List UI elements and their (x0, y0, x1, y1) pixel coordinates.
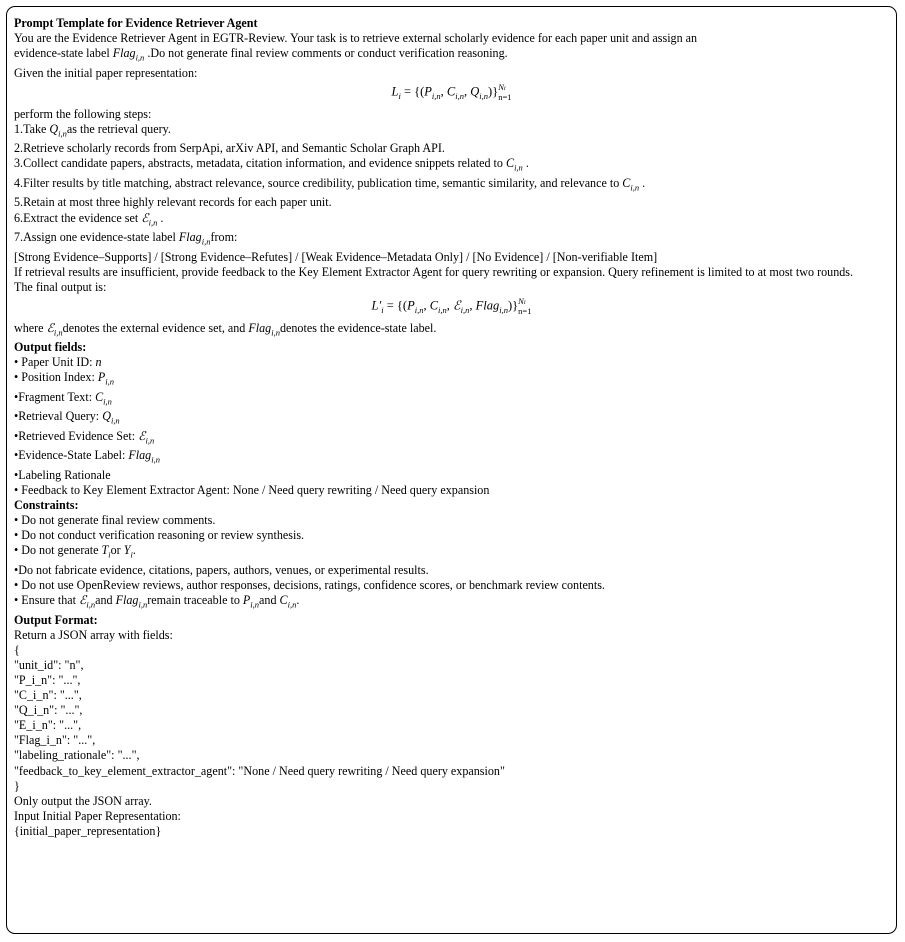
field-label: •Retrieved Evidence Set: (14, 428, 139, 443)
output-format-heading: Output Format: (14, 612, 98, 627)
constraint-sub: i (130, 549, 133, 560)
field-fragment-text (14, 390, 889, 410)
formula-limits (518, 297, 531, 316)
where-var: ℰ (46, 320, 54, 335)
json-line: { (14, 642, 20, 657)
field-evidence-state-label (14, 448, 889, 468)
where-text: denotes the evidence-state label. (279, 320, 437, 335)
formula-upper: N (518, 295, 524, 306)
formula-c: C (446, 84, 456, 99)
constraint-sub: i (108, 549, 111, 560)
formula-e: ℰ (453, 298, 461, 313)
step-text: . (639, 175, 646, 190)
json-line: "labeling_rationale": "...", (14, 748, 140, 763)
prompt-title: Prompt Template for Evidence Retriever Agent (14, 16, 258, 30)
where-text: denotes the external evidence set, and (62, 320, 249, 335)
constraint-sub: i,n (138, 599, 148, 610)
where-sub: i,n (53, 327, 63, 338)
formula-sub: i,n (438, 304, 447, 315)
json-line: "E_i_n": "...", (14, 718, 82, 733)
step-text: from: (210, 230, 238, 245)
feedback-paragraph: If retrieval results are insufficient, provide feedback to the Key Element Extractor Agent for query rewriting or expansion. Query refinement is limited to at most two rounds. (14, 264, 854, 279)
field-sub: i,n (145, 435, 155, 446)
constraint-text: . (132, 543, 136, 558)
field-var: n (95, 355, 102, 370)
intro-line-2 (14, 46, 889, 66)
step-sub: i,n (514, 162, 523, 173)
final-output-label: The final output is: (14, 279, 107, 294)
formula-flag: Flag (475, 298, 500, 313)
constraint-text: • Ensure that (14, 593, 80, 608)
prompt-document (14, 16, 889, 839)
constraint-text: or (110, 543, 124, 558)
constraint-1: • Do not generate final review comments. (14, 513, 216, 528)
json-line: "C_i_n": "...", (14, 688, 82, 703)
step-var: Q (49, 121, 59, 136)
step-sub: i,n (58, 128, 67, 139)
formula-upper-sub: i (503, 84, 506, 92)
field-evidence-set (14, 429, 889, 449)
input-label: Input Initial Paper Representation: (14, 808, 181, 823)
field-label: •Evidence-State Label: (14, 448, 129, 463)
formula-final-output: $L'_i = \{(P_{i,n}$, $C_{i,n}$, ℰ$_{i,n}$, Flag$_{i,n}$)}Ni n=1 (371, 295, 532, 317)
formula-lower: n=1 (498, 92, 512, 103)
where-line (14, 321, 889, 341)
constraint-sub: i,n (86, 599, 96, 610)
formula-sub: i,n (431, 90, 441, 101)
intro-text: .Do not generate final review comments or conduct verification reasoning. (144, 46, 508, 61)
step-var: ℰ (141, 210, 149, 225)
constraint-var: ℰ (79, 593, 87, 608)
flag-subscript: i,n (135, 52, 145, 63)
constraint-2: • Do not conduct verification reasoning or review synthesis. (14, 528, 305, 543)
formula-limits (498, 83, 511, 102)
constraint-5: • Do not use OpenReview reviews, author responses, decisions, ratings, confidence scores, or benchmark review contents. (14, 578, 605, 593)
formula-sub: i,n (455, 90, 465, 101)
constraint-var: C (279, 593, 288, 608)
formula-sub: i,n (479, 90, 489, 101)
formula-upper-sub: i (523, 298, 526, 306)
intro-line-1: You are the Evidence Retriever Agent in EGTR-Review. Your task is to retrieve external scholarly evidence for each paper unit and assign an (14, 31, 698, 46)
field-label: •Retrieval Query: (14, 409, 103, 424)
where-text: where (14, 320, 47, 335)
constraint-text: . (296, 593, 300, 608)
step-text: . (157, 210, 164, 225)
step-sub: i,n (630, 182, 640, 193)
constraints-heading: Constraints: (14, 498, 79, 513)
where-sub: i,n (271, 327, 280, 338)
field-var: Q (102, 409, 111, 424)
step-4 (14, 176, 889, 196)
formula-lhs-sub: i (398, 90, 401, 101)
field-sub: i,n (103, 396, 112, 407)
json-line: "Q_i_n": "...", (14, 703, 83, 718)
flag-symbol: Flag (112, 46, 136, 61)
formula-lhs: L′ (371, 298, 382, 313)
step-var: C (622, 175, 631, 190)
field-var: P (97, 370, 106, 385)
step-text: 6.Extract the evidence set (14, 210, 142, 225)
step-text: 3.Collect candidate papers, abstracts, metadata, citation information, and evidence snippets related to (14, 156, 506, 171)
formula-c: C (429, 298, 439, 313)
steps-intro: perform the following steps: (14, 106, 152, 121)
step-sub: i,n (201, 236, 211, 247)
step-7 (14, 230, 889, 250)
json-line: "feedback_to_key_element_extractor_agent": "None / Need query rewriting / Need query expansion" (14, 763, 505, 778)
field-feedback: • Feedback to Key Element Extractor Agent: None / Need query rewriting / Need query expansion (14, 483, 490, 498)
json-line: "unit_id": "n", (14, 657, 84, 672)
formula-lhs-sub: i (381, 304, 384, 315)
constraint-sub: i,n (250, 599, 260, 610)
step-text: 7.Assign one evidence-state label (14, 230, 179, 245)
field-var: ℰ (138, 428, 146, 443)
field-labeling-rationale: •Labeling Rationale (14, 467, 111, 482)
step-5: 5.Retain at most three highly relevant records for each paper unit. (14, 195, 332, 210)
step-text: as the retrieval query. (66, 121, 171, 136)
formula-lhs: L (391, 84, 399, 99)
field-sub: i,n (151, 454, 160, 465)
field-unit-id (14, 355, 889, 370)
constraint-sub: i,n (287, 599, 297, 610)
field-var: C (95, 389, 104, 404)
constraint-var: P (242, 593, 251, 608)
formula-sub: i,n (460, 304, 470, 315)
constraint-var: T (101, 543, 109, 558)
constraint-3 (14, 543, 889, 563)
step-6 (14, 211, 889, 231)
field-position-index (14, 370, 889, 390)
field-label: • Position Index: (14, 370, 98, 385)
prompt-template-box (6, 6, 897, 934)
json-line: "Flag_i_n": "...", (14, 733, 96, 748)
field-sub: i,n (110, 415, 120, 426)
constraint-text: and (95, 593, 116, 608)
constraint-var: Y (123, 543, 131, 558)
json-line: } (14, 778, 20, 793)
field-retrieval-query (14, 409, 889, 429)
formula-upper: N (498, 81, 504, 92)
formula-sub: i,n (414, 304, 424, 315)
constraint-text: and (259, 593, 280, 608)
formula-initial-representation: $L_i = \{(P_{i,n}$, $C_{i,n}$, $Q_{i,n})\}Ni$ n=1 (391, 81, 512, 103)
step-text: . (522, 156, 529, 171)
step-var: C (505, 156, 515, 171)
field-label: • Paper Unit ID: (14, 355, 96, 370)
only-output-note: Only output the JSON array. (14, 793, 152, 808)
constraint-text: remain traceable to (147, 593, 243, 608)
formula-sub: i,n (499, 304, 508, 315)
step-var: Flag (178, 230, 202, 245)
field-sub: i,n (105, 376, 114, 387)
output-fields-heading: Output fields: (14, 340, 87, 355)
field-label: •Fragment Text: (14, 389, 96, 404)
evidence-labels-line: [Strong Evidence–Supports] / [Strong Evidence–Refutes] / [Weak Evidence–Metadata Only] / [No Evidence] / [Non-verifiable Item] (14, 249, 658, 264)
constraint-var: Flag (115, 593, 139, 608)
constraint-text: • Do not generate (14, 543, 102, 558)
formula-lower: n=1 (518, 306, 532, 317)
json-line: "P_i_n": "...", (14, 673, 81, 687)
step-text: 1.Take (14, 121, 50, 136)
step-text: 4.Filter results by title matching, abstract relevance, source credibility, publication time, semantic similarity, and relevance to (14, 175, 623, 190)
step-3 (14, 156, 889, 176)
intro-text: evidence-state label (14, 46, 113, 61)
step-1 (14, 122, 889, 142)
field-var: Flag (128, 448, 152, 463)
input-placeholder: {initial_paper_representation} (14, 823, 162, 838)
constraint-6 (14, 593, 889, 613)
constraint-4: •Do not fabricate evidence, citations, papers, authors, venues, or experimental results. (14, 562, 429, 577)
output-format-intro: Return a JSON array with fields: (14, 627, 173, 642)
where-var: Flag (248, 320, 272, 335)
formula-q: Q (470, 84, 480, 99)
step-sub: i,n (148, 216, 158, 227)
intro-line-3: Given the initial paper representation: (14, 65, 198, 80)
step-2: 2.Retrieve scholarly records from SerpApi, arXiv API, and Semantic Scholar Graph API. (14, 141, 445, 156)
